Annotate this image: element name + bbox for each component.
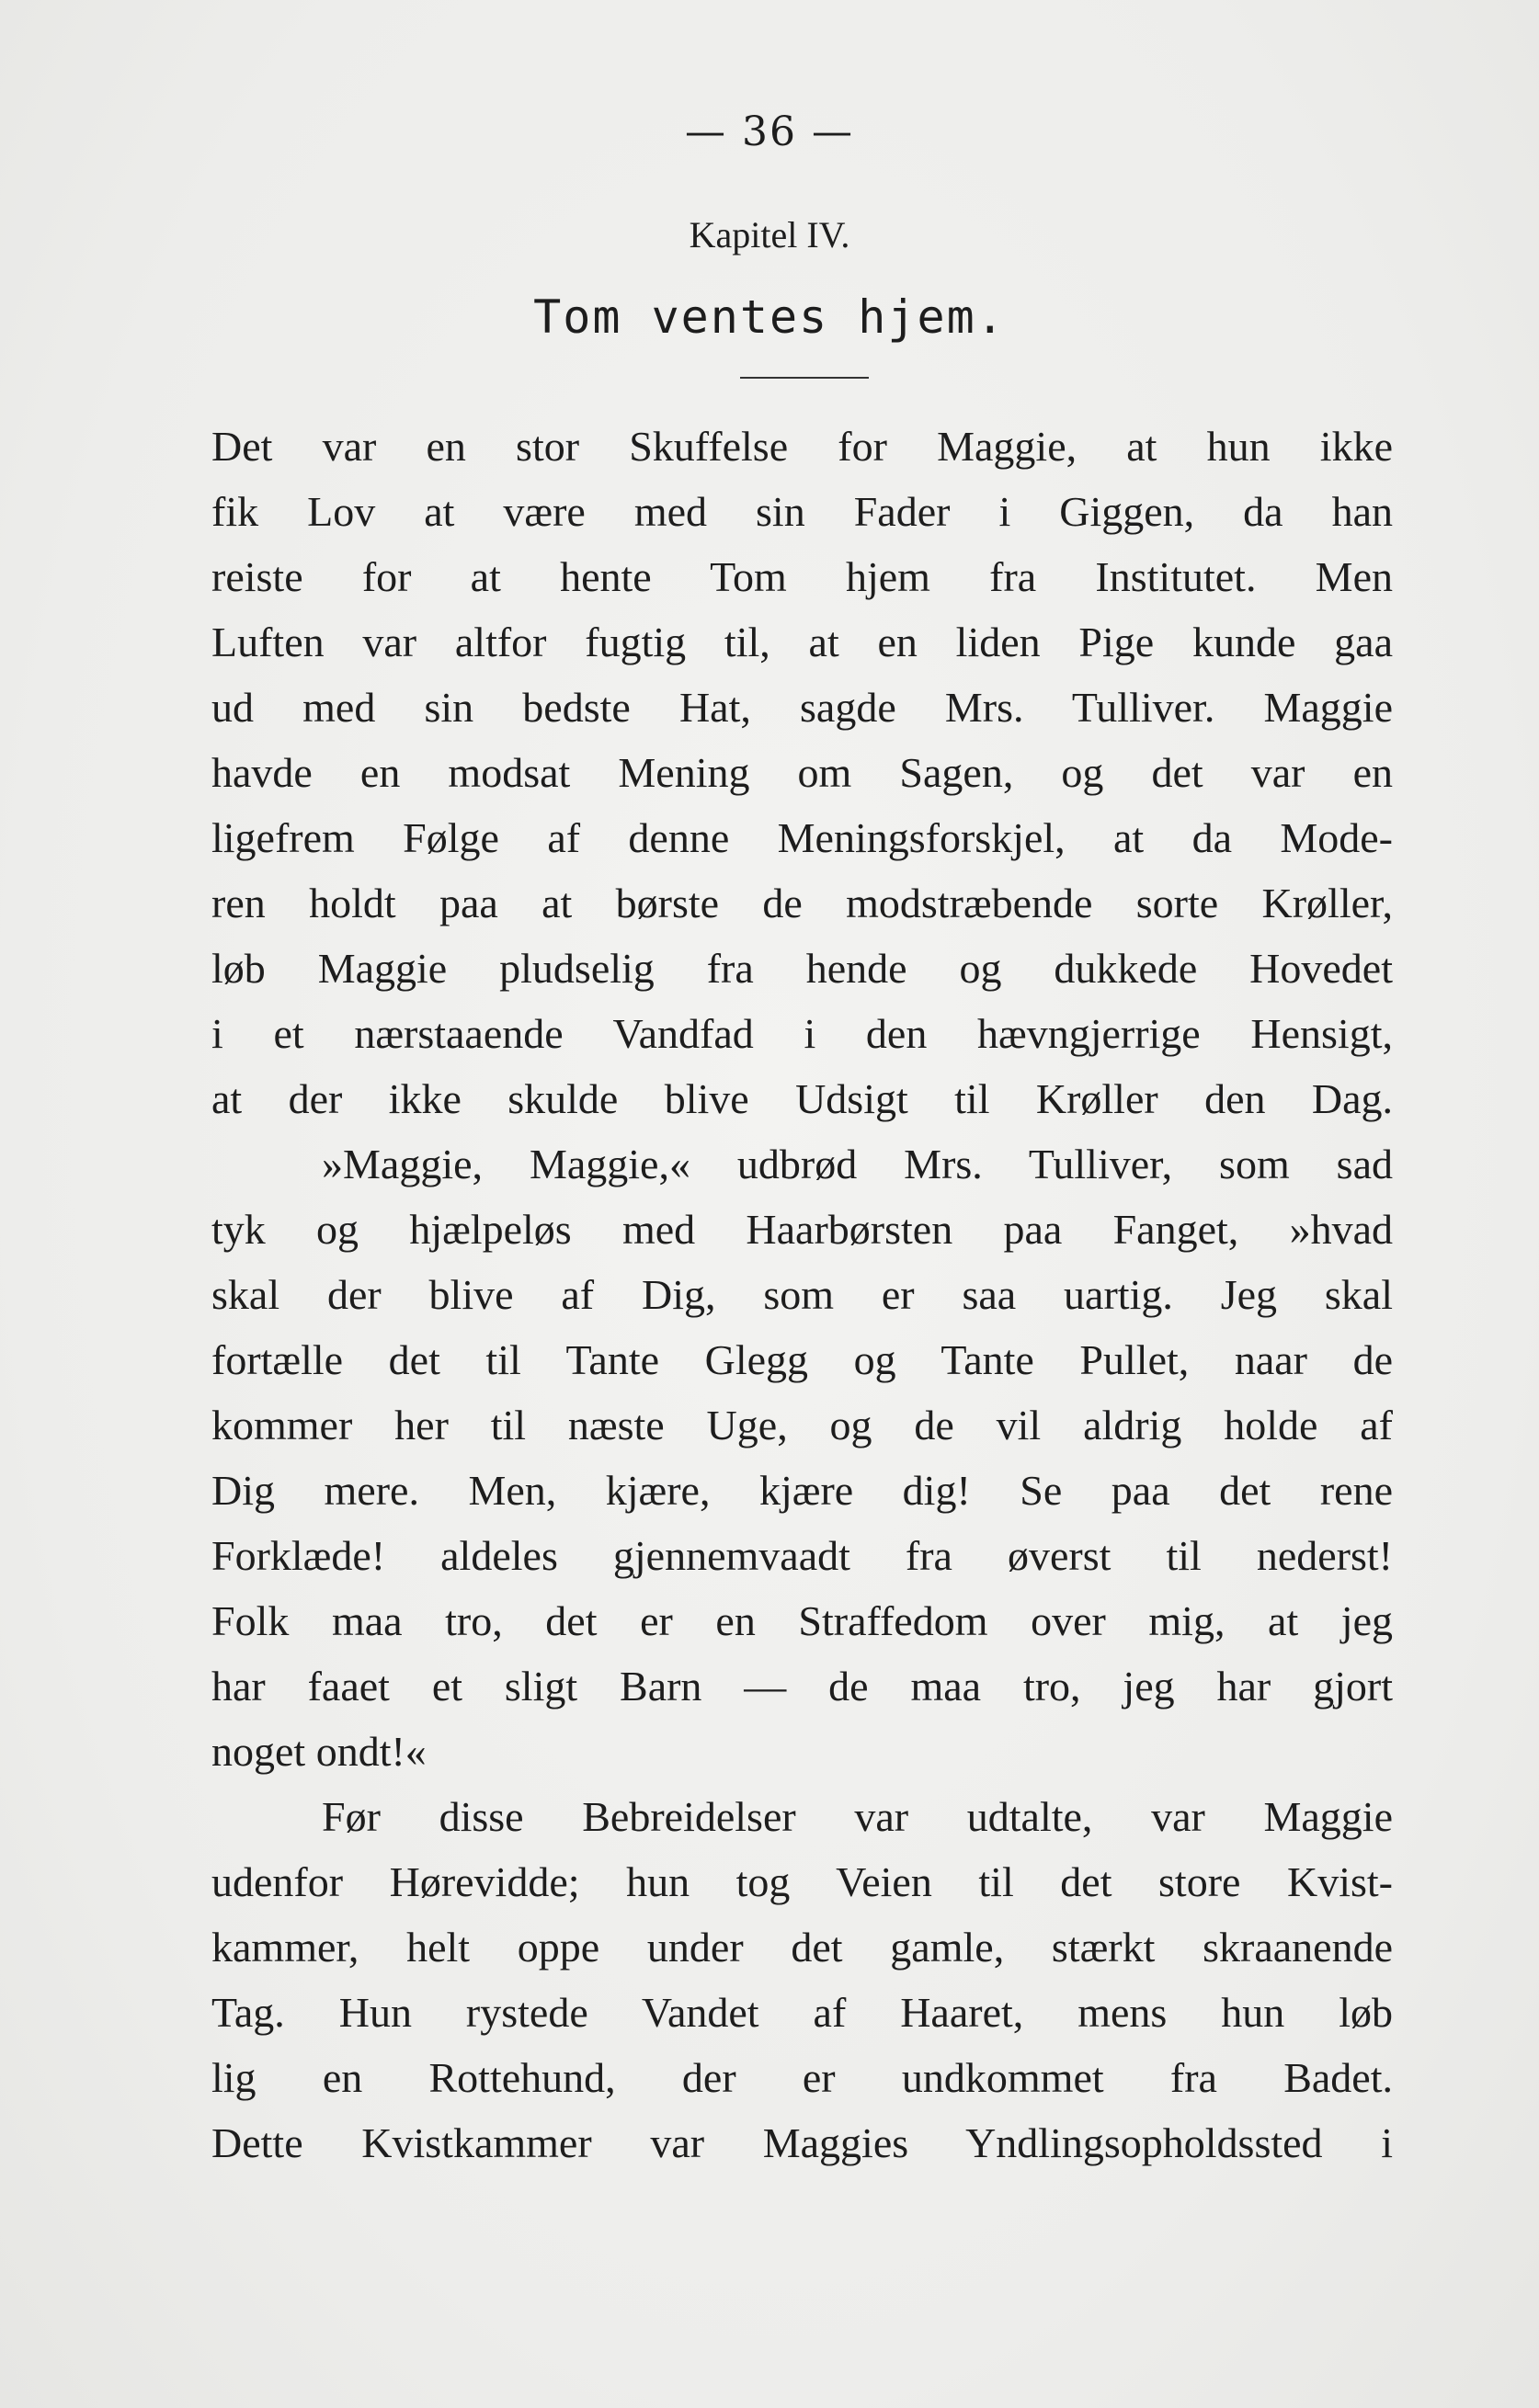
text-line: reiste for at hente Tom hjem fra Institutet. Men bbox=[211, 553, 1393, 600]
text-line: noget ondt!« bbox=[211, 1728, 427, 1775]
text-line: Det var en stor Skuffelse for Maggie, at hun ikke bbox=[211, 423, 1393, 470]
chapter-title: Tom ventes hjem. bbox=[533, 290, 1006, 344]
text-line: Dette Kvistkammer var Maggies Yndlingsopholdssted i bbox=[211, 2119, 1393, 2166]
text-line: Luften var altfor fugtig til, at en liden Pige kunde gaa bbox=[211, 619, 1393, 665]
text-line: ud med sin bedste Hat, sagde Mrs. Tulliver. Maggie bbox=[211, 684, 1393, 731]
text-line: lig en Rottehund, der er undkommet fra Badet. bbox=[211, 2054, 1393, 2101]
text-line: at der ikke skulde blive Udsigt til Krøller den Dag. bbox=[211, 1075, 1393, 1122]
text-line: Dig mere. Men, kjære, kjære dig! Se paa det rene bbox=[211, 1467, 1393, 1514]
text-line: i et nærstaaende Vandfad i den hævngjerrige Hensigt, bbox=[211, 1010, 1393, 1057]
text-line: ren holdt paa at børste de modstræbende sorte Krøller, bbox=[211, 880, 1393, 926]
text-line: udenfor Hørevidde; hun tog Veien til det store Kvist- bbox=[211, 1858, 1393, 1905]
title-divider bbox=[740, 377, 869, 379]
text-line: tyk og hjælpeløs med Haarbørsten paa Fanget, »hvad bbox=[211, 1206, 1393, 1253]
text-line: fortælle det til Tante Glegg og Tante Pullet, naar de bbox=[211, 1336, 1393, 1383]
text-line: »Maggie, Maggie,« udbrød Mrs. Tulliver, som sad bbox=[322, 1141, 1393, 1187]
body-text bbox=[211, 414, 1393, 2175]
text-line: Forklæde! aldeles gjennemvaadt fra øverst til nederst! bbox=[211, 1532, 1393, 1579]
text-line: har faaet et sligt Barn — de maa tro, jeg har gjort bbox=[211, 1663, 1393, 1709]
text-line: Folk maa tro, det er en Straffedom over mig, at jeg bbox=[211, 1597, 1393, 1644]
page-number: — 36 — bbox=[685, 108, 854, 155]
text-line: kommer her til næste Uge, og de vil aldrig holde af bbox=[211, 1402, 1393, 1448]
text-line: kammer, helt oppe under det gamle, stærkt skraanende bbox=[211, 1924, 1393, 1971]
text-line: havde en modsat Mening om Sagen, og det var en bbox=[211, 749, 1393, 796]
chapter-label: Kapitel IV. bbox=[689, 214, 850, 256]
text-line: Før disse Bebreidelser var udtalte, var Maggie bbox=[322, 1793, 1393, 1840]
text-line: løb Maggie pludselig fra hende og dukkede Hovedet bbox=[211, 945, 1393, 992]
text-line: fik Lov at være med sin Fader i Giggen, da han bbox=[211, 488, 1393, 535]
text-line: skal der blive af Dig, som er saa uartig. Jeg skal bbox=[211, 1271, 1393, 1318]
text-line: ligefrem Følge af denne Meningsforskjel, at da Mode- bbox=[211, 814, 1393, 861]
text-line: Tag. Hun rystede Vandet af Haaret, mens hun løb bbox=[211, 1989, 1393, 2036]
